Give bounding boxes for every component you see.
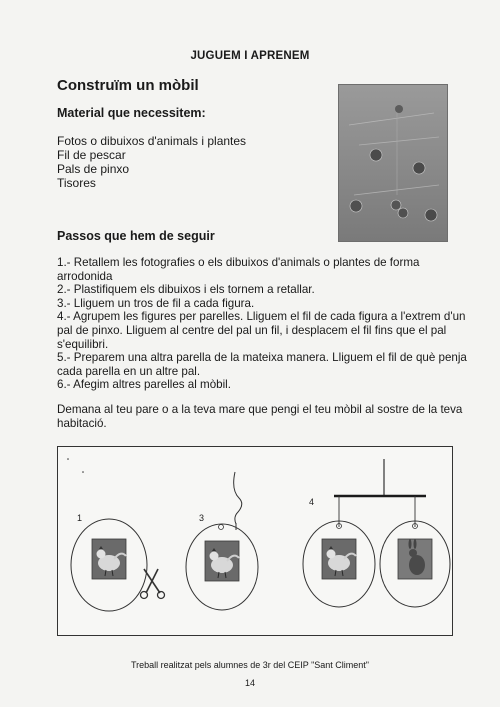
material-item: Tisores — [57, 176, 96, 190]
note-text: Demana al teu pare o a la teva mare que pengi el teu mòbil al sostre de la teva habitació. — [57, 403, 463, 430]
materials-list — [57, 134, 246, 190]
page-number: 14 — [244, 678, 255, 688]
illustration-drawing — [58, 447, 452, 635]
steps-heading: Passos que hem de seguir — [57, 229, 215, 243]
step-item: 1.- Retallem les fotografies o els dibuixos d'animals o plantes de forma arrodonida — [57, 256, 420, 283]
step-item: 5.- Preparem una altra parella de la mateixa manera. Lliguem el fil de què penja cada parella en un altre pal. — [57, 351, 467, 378]
mobile-photo — [338, 84, 448, 242]
footer-credit: Treball realitzat pels alumnes de 3r del CEIP "Sant Climent" — [131, 660, 369, 670]
mobile-photo-image — [339, 85, 447, 241]
step-label-3: 3 — [199, 513, 205, 523]
main-title: Construïm un mòbil — [57, 77, 199, 94]
material-item: Fotos o dibuixos d'animals i plantes — [57, 134, 247, 148]
step-item: 3.- Lliguem un tros de fil a cada figura. — [57, 296, 255, 310]
step-item: 2.- Plastifiquem els dibuixos i els tornem a retallar. — [57, 283, 315, 297]
step-item: 4.- Agrupem les figures per parelles. Lliguem el fil de cada figura a l'extrem d'un pal de pinxo. Lliguem al centre del pal un fil, i desplacem el fil fins que el pal s'equilibri. — [57, 310, 466, 351]
step-item: 6.- Afegim altres parelles al mòbil. — [57, 378, 231, 392]
header-title: JUGUEM I APRENEM — [190, 50, 310, 62]
steps-list — [57, 256, 477, 392]
steps-illustration — [57, 446, 453, 636]
step-label-1: 1 — [77, 513, 83, 523]
materials-heading: Material que necessitem: — [57, 106, 206, 120]
material-item: Fil de pescar — [57, 148, 126, 162]
material-item: Pals de pinxo — [57, 162, 130, 176]
step-label-4: 4 — [309, 497, 315, 507]
